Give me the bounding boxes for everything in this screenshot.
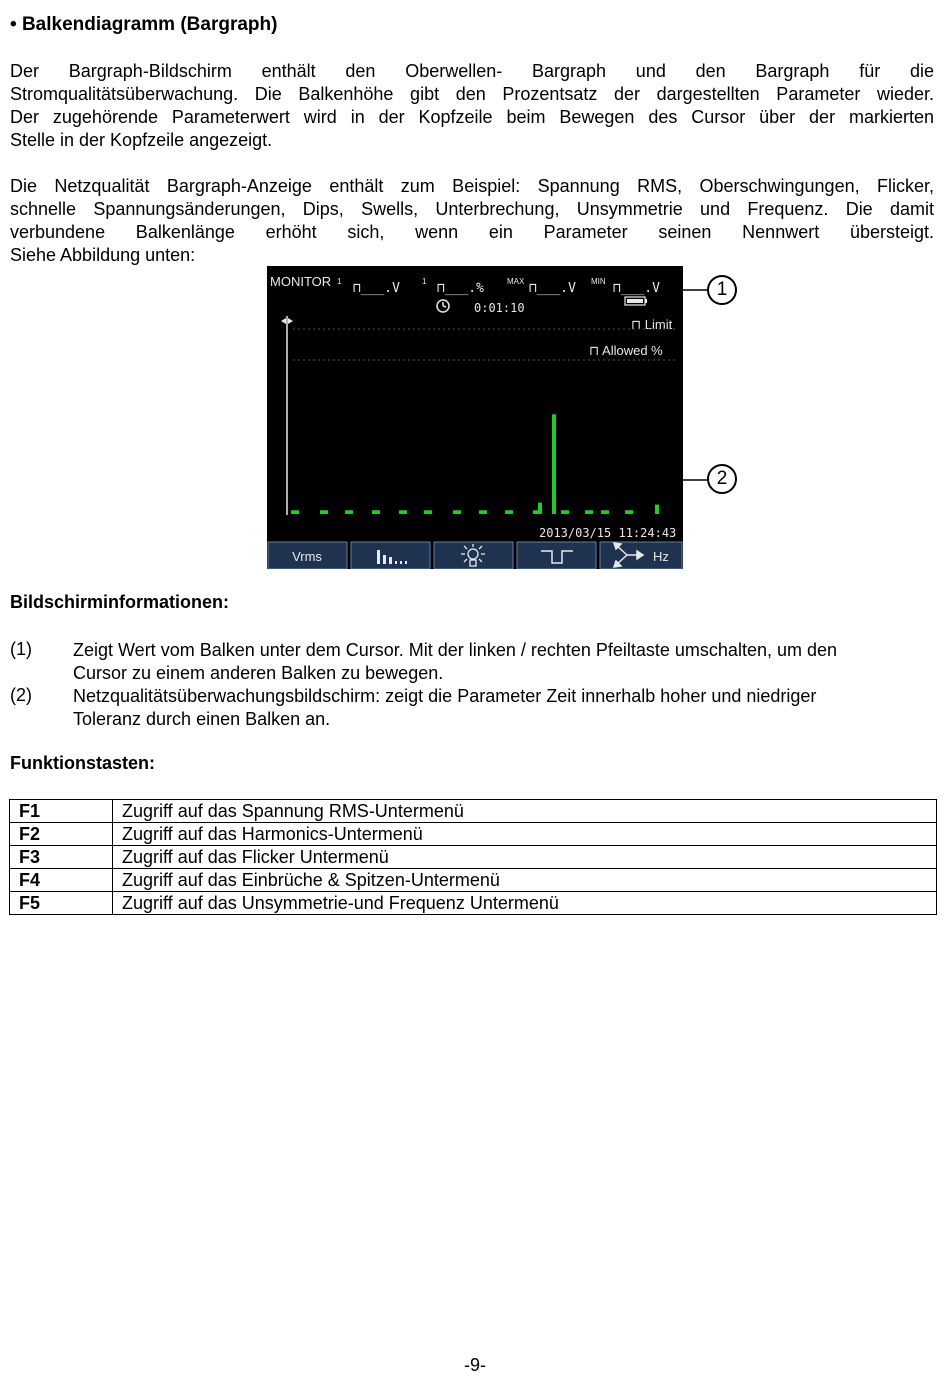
- info-item-1-line: Zeigt Wert vom Balken unter dem Cursor. Mit der linken / rechten Pfeiltaste umschalten, um den: [73, 640, 838, 660]
- function-key: F2: [10, 823, 113, 846]
- max-value: ⊓___.V: [529, 281, 576, 296]
- timer-value: 0:01:10: [474, 301, 525, 315]
- ch1-value: ⊓___.V: [353, 281, 400, 296]
- min-label: MIN: [591, 277, 606, 286]
- function-desc: Zugriff auf das Harmonics-Untermenü: [113, 823, 937, 846]
- ch1-index: 1: [337, 277, 342, 286]
- bar-Harm-1: [372, 510, 380, 514]
- timer-icon: [437, 300, 449, 312]
- info-item-1-number: (1): [10, 639, 32, 659]
- bar-series: [291, 414, 659, 514]
- bar-Vrms-1: [291, 510, 299, 514]
- function-key: F3: [10, 846, 113, 869]
- softkey-f3[interactable]: [434, 542, 513, 569]
- section-title: Balkendiagramm (Bargraph): [21, 14, 278, 35]
- function-key: F1: [10, 800, 113, 823]
- info-heading: Bildschirminformationen:: [10, 592, 230, 612]
- bar-Unb-2: [552, 414, 556, 514]
- bar-Hz-3: [655, 505, 659, 514]
- bar-Dips-3: [585, 510, 593, 514]
- info-item-1-text: [73, 639, 933, 685]
- info-item-2-line: Netzqualitätsüberwachungsbildschirm: zeigt die Parameter Zeit innerhalb hoher und niedriger: [73, 686, 817, 706]
- intro-line: Der zugehörende Parameterwert wird in der Kopfzeile beim Bewegen des Cursor über der markierten: [10, 107, 934, 127]
- max-label: MAX: [507, 277, 525, 286]
- function-desc: Zugriff auf das Einbrüche & Spitzen-Untermenü: [113, 869, 937, 892]
- datetime-readout: 2013/03/15 11:24:43: [539, 526, 677, 540]
- info-item-1-line: Cursor zu einem anderen Balken zu bewegen.: [73, 663, 444, 683]
- description-line: Siehe Abbildung unten:: [10, 245, 196, 265]
- intro-paragraph: [10, 60, 934, 152]
- bar-Dips-2: [561, 510, 569, 514]
- bar-Flicker-2: [479, 510, 487, 514]
- ch2-index: 1: [422, 277, 427, 286]
- table-row: [10, 823, 937, 846]
- bar-Vrms-2: [320, 510, 328, 514]
- ch2-value: ⊓___.%: [437, 281, 484, 296]
- function-key: F5: [10, 892, 113, 915]
- callout-1: 1: [707, 275, 737, 305]
- intro-line: Der Bargraph-Bildschirm enthält den Oberwellen- Bargraph und den Bargraph für die: [10, 61, 934, 81]
- min-value: ⊓___.V: [613, 281, 660, 296]
- function-desc: Zugriff auf das Spannung RMS-Untermenü: [113, 800, 937, 823]
- description-line: Die Netzqualität Bargraph-Anzeige enthält zum Beispiel: Spannung RMS, Oberschwingungen, Flicker,: [10, 176, 934, 196]
- mode-label: MONITOR: [270, 274, 332, 289]
- intro-line: Stelle in der Kopfzeile angezeigt.: [10, 130, 273, 150]
- table-row: [10, 892, 937, 915]
- bar-Harm-3: [424, 510, 432, 514]
- function-keys-table: [9, 799, 937, 915]
- callout-2: 2: [707, 464, 737, 494]
- bar-Hz-2: [625, 510, 633, 514]
- softkey-f5-label: Hz: [653, 549, 669, 564]
- intro-line: Stromqualitätsüberwachung. Die Balkenhöhe gibt den Prozentsatz der dargestellten Parameter wieder.: [10, 84, 934, 104]
- bullet: •: [10, 14, 17, 35]
- softkey-f2[interactable]: [351, 542, 430, 569]
- table-row: [10, 869, 937, 892]
- section-heading: [10, 14, 277, 36]
- page-number: -9-: [464, 1355, 486, 1375]
- bar-Flicker-1: [453, 510, 461, 514]
- bar-Hz-1: [601, 510, 609, 514]
- function-desc: Zugriff auf das Unsymmetrie-und Frequenz Untermenü: [113, 892, 937, 915]
- bar-Flicker-3: [505, 510, 513, 514]
- legend-allowed: ⊓ Allowed %: [589, 343, 663, 358]
- softkey-f1-label: Vrms: [292, 549, 322, 564]
- softkey-f4[interactable]: [517, 542, 596, 569]
- softkey-f5[interactable]: [600, 542, 682, 569]
- description-line: verbundene Balkenlänge erhöht sich, wenn ein Parameter seinen Nennwert übersteigt.: [10, 222, 934, 242]
- info-item-2-number: (2): [10, 685, 32, 705]
- battery-icon: [625, 297, 647, 305]
- cursor-marker[interactable]: [281, 316, 293, 515]
- table-row: [10, 846, 937, 869]
- info-item-2-text: [73, 685, 933, 731]
- info-item-2-line: Toleranz durch einen Balken an.: [73, 709, 331, 729]
- table-row: [10, 800, 937, 823]
- function-key: F4: [10, 869, 113, 892]
- device-screen: [267, 266, 683, 569]
- bar-Unb-1: [538, 503, 542, 514]
- description-line: schnelle Spannungsänderungen, Dips, Swells, Unterbrechung, Unsymmetrie und Frequenz. Die damit: [10, 199, 934, 219]
- description-paragraph: [10, 175, 934, 267]
- function-desc: Zugriff auf das Flicker Untermenü: [113, 846, 937, 869]
- softkey-f1[interactable]: [268, 542, 347, 569]
- legend-limit: ⊓ Limit: [631, 317, 673, 332]
- function-heading: Funktionstasten:: [10, 753, 156, 773]
- bar-Harm-2: [399, 510, 407, 514]
- bargraph-screen-svg: [267, 266, 683, 569]
- bar-Vrms-3: [345, 510, 353, 514]
